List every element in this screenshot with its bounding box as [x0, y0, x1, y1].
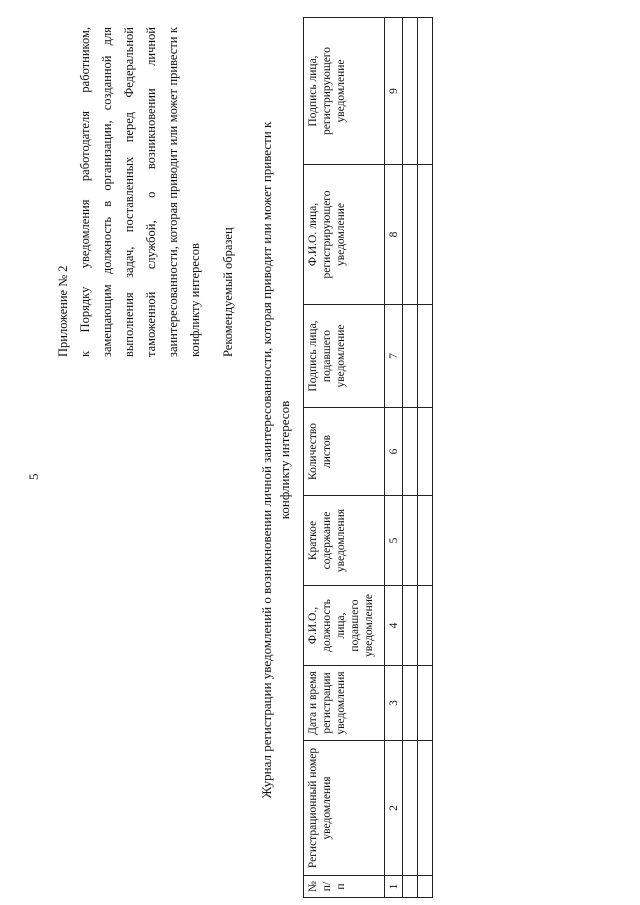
column-number: 8	[385, 165, 403, 305]
page-number: 5	[26, 473, 41, 480]
empty-cell	[403, 18, 418, 165]
header-cell-number: № п/п	[304, 876, 385, 898]
empty-cell	[418, 165, 433, 305]
column-number: 9	[385, 18, 403, 165]
header-cell-submitter-signature: Подпись лица, подавшего уведомление	[304, 305, 385, 408]
column-number-row	[385, 18, 403, 898]
empty-cell	[403, 586, 418, 666]
appendix-text: к Порядку уведомления работодателя работником, замещающим должность в организации, созданной для выполнения задач, поставленных перед Федеральной таможенной службой, о возникновении личной заинтересованности, которая приводит или может привести к конфликту интересов	[78, 27, 202, 357]
empty-cell	[403, 666, 418, 741]
empty-cell	[418, 18, 433, 165]
appendix-title: Приложение № 2	[56, 265, 70, 357]
header-cell-date-time: Дата и время регистрации уведомления	[304, 666, 385, 741]
column-number: 1	[385, 876, 403, 898]
header-cell-registrar: Ф.И.О. лица, регистрирующего уведомление	[304, 165, 385, 305]
empty-cell	[403, 876, 418, 898]
empty-cell	[418, 666, 433, 741]
column-number: 4	[385, 586, 403, 666]
header-cell-reg-number: Регистрационный номер уведомления	[304, 741, 385, 876]
appendix-block	[52, 27, 206, 357]
column-number: 3	[385, 666, 403, 741]
header-cell-submitter: Ф.И.О., должность лица, подавшего уведомление	[304, 586, 385, 666]
empty-cell	[418, 408, 433, 496]
empty-table-row	[403, 18, 418, 898]
journal-title: Журнал регистрации уведомлений о возникновении личной заинтересованности, которая приводит или может привести к конфликту интересов	[259, 121, 292, 799]
header-cell-registrar-signature: Подпись лица, регистрирующего уведомление	[304, 18, 385, 165]
empty-cell	[418, 586, 433, 666]
empty-cell	[403, 165, 418, 305]
journal-table	[303, 17, 433, 898]
empty-cell	[418, 741, 433, 876]
empty-table-row	[418, 18, 433, 898]
header-row	[304, 18, 385, 898]
empty-cell	[418, 876, 433, 898]
empty-cell	[418, 305, 433, 408]
header-cell-sheet-count: Количество листов	[304, 408, 385, 496]
empty-cell	[403, 741, 418, 876]
empty-cell	[418, 496, 433, 586]
column-number: 6	[385, 408, 403, 496]
column-number: 7	[385, 305, 403, 408]
header-cell-summary: Краткое содержание уведомления	[304, 496, 385, 586]
empty-cell	[403, 496, 418, 586]
column-number: 5	[385, 496, 403, 586]
empty-cell	[403, 305, 418, 408]
sample-label: Рекомендуемый образец	[221, 227, 235, 357]
column-number: 2	[385, 741, 403, 876]
empty-cell	[403, 408, 418, 496]
